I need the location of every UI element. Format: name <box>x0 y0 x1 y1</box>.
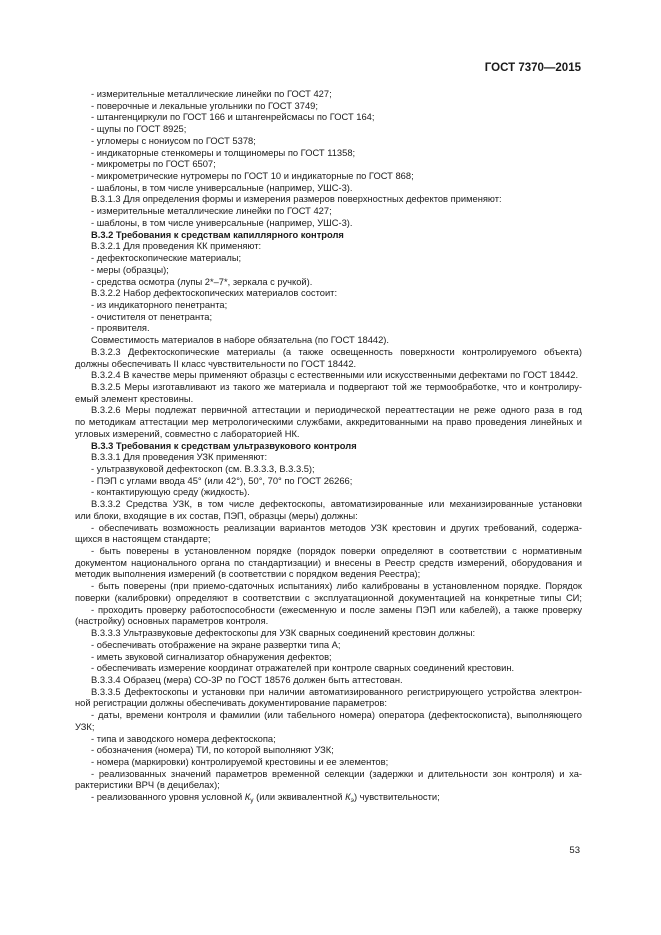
text-line: - обеспечивать отображение на экране развертки типа А; <box>91 639 341 650</box>
text-line: - иметь звуковой сигнализатор обнаружения дефектов; <box>91 651 332 662</box>
standard-header: ГОСТ 7370—2015 <box>484 62 581 74</box>
text-line: по методикам аттестации мер метрологическими службами, аккредитованными на право проведения линейных и <box>75 417 582 428</box>
text-line: - поверочные и лекальные угольники по ГОСТ 3749; <box>91 100 318 111</box>
text-line: - быть поверены в установленном порядке (порядок поверки определяют в соответствии с нормативным <box>91 546 582 557</box>
text-line: - из индикаторного пенетранта; <box>91 299 228 310</box>
text-line: В.3.3.2 Средства УЗК, в том числе дефектоскопы, автоматизированные или механизированные установки <box>91 499 582 510</box>
text-line: - угломеры с нониусом по ГОСТ 5378; <box>91 135 256 146</box>
text-line: - измерительные металлические линейки по ГОСТ 427; <box>91 89 332 99</box>
text-line: - очистителя от пенетранта; <box>91 311 213 322</box>
text-line: рактеристики ВРЧ (в децибелах); <box>75 780 220 791</box>
text-line: Совместимость материалов в наборе обязательна (по ГОСТ 18442). <box>91 335 390 346</box>
text-line: - реализованных значений параметров временной селекции (задержки и длительности зон контроля) и ха- <box>91 768 582 779</box>
text-line: - шаблоны, в том числе универсальные (например, УШС-3). <box>91 182 353 193</box>
text-line: В.3.2.1 Для проведения КК применяют: <box>91 241 262 252</box>
coef-k2: К <box>345 792 351 803</box>
text-line: В.3.2.3 Дефектоскопические материалы (а также освещенность поверхности контролируемого объекта) <box>91 346 582 357</box>
text-line: - ПЭП с углами ввода 45° (или 42°), 50°, 70° по ГОСТ 26266; <box>91 475 353 486</box>
text-line: угловых измерений, совместно с лабораторией НК. <box>75 428 300 439</box>
text-line: В.3.3.5 Дефектоскопы и установки при наличии автоматизированного регистрирующего устройства электрон- <box>91 686 582 697</box>
text-line: - шаблоны, в том числе универсальные (например, УШС-3). <box>91 217 353 228</box>
text-line: В.3.3.3 Ультразвуковые дефектоскопы для УЗК сварных соединений крестовин должны: <box>91 628 476 639</box>
coef-k1: К <box>244 792 251 803</box>
text-line: - индикаторные стенкомеры и толщиномеры по ГОСТ 11358; <box>91 147 356 158</box>
page-number: 53 <box>569 845 580 856</box>
text-line: - даты, времени контроля и фамилии (или табельного номера) оператора (дефектоскописта), выполняющего <box>91 710 582 721</box>
text-line: УЗК; <box>75 721 95 732</box>
text-line: ной регистрации должны обеспечивать документирование параметров: <box>75 698 387 709</box>
coef-k1-sub: у <box>250 797 254 805</box>
text-line: - контактирующую среду (жидкость). <box>91 487 250 498</box>
text-line: В.3.2.2 Набор дефектоскопических материалов состоит: <box>91 288 338 299</box>
text-line: В.3.2.4 В качестве меры применяют образцы с естественными или искусственными дефектами по ГОСТ 18442. <box>91 370 579 381</box>
text-line: - щупы по ГОСТ 8925; <box>91 124 187 135</box>
text-line: - штангенциркули по ГОСТ 166 и штангенрейсмасы по ГОСТ 164; <box>91 112 375 123</box>
text-line: В.3.3.4 Образец (мера) СО-3Р по ГОСТ 18576 должен быть аттестован. <box>91 674 403 685</box>
coef-k2-sub: э <box>350 797 354 805</box>
text-line: - меры (образцы); <box>91 264 169 275</box>
last-line-pre: - реализованного уровня условной <box>91 792 245 803</box>
text-line: - обеспечивать возможность реализации вариантов методов УЗК крестовин и других требований, содержа- <box>91 522 582 533</box>
text-line-last <box>75 792 582 807</box>
text-line: - ультразвуковой дефектоскоп (см. В.3.3.3, В.3.3.5); <box>91 464 315 474</box>
text-line: - быть поверены (при приемо-сдаточных испытаниях) либо калиброваны в установленном порядке. Порядок <box>91 581 582 592</box>
text-line: должны обеспечивать II класс чувствительности по ГОСТ 18442. <box>75 358 357 369</box>
text-line: В.3.3 Требования к средствам ультразвукового контроля <box>91 440 357 451</box>
text-line: - номера (маркировки) контролируемой крестовины и ее элементов; <box>91 756 389 767</box>
text-line: В.3.2.6 Меры подлежат первичной аттестации и периодической переаттестации не реже одного раза в год <box>91 405 582 416</box>
text-line: В.3.2 Требования к средствам капиллярного контроля <box>91 229 344 240</box>
text-line: - проявителя. <box>91 323 150 334</box>
text-line: - обозначения (номера) ТИ, по которой выполняют УЗК; <box>91 745 334 756</box>
text-line: документом национального органа по стандартизации) и внесены в Реестр средств измерений, оборудования и <box>75 557 582 568</box>
text-line: - дефектоскопические материалы; <box>91 253 242 264</box>
text-line: - средства осмотра (лупы 2*–7*, зеркала с ручкой). <box>91 276 313 287</box>
text-lines <box>75 89 582 792</box>
text-line: - проходить проверку работоспособности (ежесменную и после замены ПЭП или кабелей), а также проверку <box>91 604 582 615</box>
text-line: В.3.3.1 Для проведения УЗК применяют: <box>91 452 268 463</box>
document-body <box>75 89 582 807</box>
text-line: - типа и заводского номера дефектоскопа; <box>91 733 276 744</box>
text-line: - микрометрические нутромеры по ГОСТ 10 и индикаторные по ГОСТ 868; <box>91 171 414 182</box>
text-line: В.3.1.3 Для определения формы и измерения размеров поверхностных дефектов применяют: <box>91 194 502 205</box>
text-line: щихся в настоящем стандарте; <box>75 534 211 545</box>
text-line: - обеспечивать измерение координат отражателей при контроле сварных соединений крестовин. <box>91 663 515 674</box>
text-line: - микрометры по ГОСТ 6507; <box>91 159 216 170</box>
text-line: или блоки, входящие в их состав, ПЭП, образцы (меры) должны: <box>75 510 358 521</box>
last-line-post: ) чувствительности; <box>353 792 440 803</box>
last-line-mid: (или эквивалентной <box>253 792 346 803</box>
text-line: методик выполнения измерений (в соответствии с порядком ведения Реестра); <box>75 569 421 580</box>
text-line: емый элемент крестовины. <box>75 393 194 404</box>
text-line: - измерительные металлические линейки по ГОСТ 427; <box>91 206 332 217</box>
text-line: (настройку) основных параметров контроля. <box>75 616 269 627</box>
text-line: В.3.2.5 Меры изготавливают из такого же материала и подвергают той же термообработке, что и контролиру- <box>91 381 582 392</box>
text-line: поверки (калибровки) определяют в соответствии с эксплуатационной документацией на конкретные типы СИ; <box>75 592 582 603</box>
